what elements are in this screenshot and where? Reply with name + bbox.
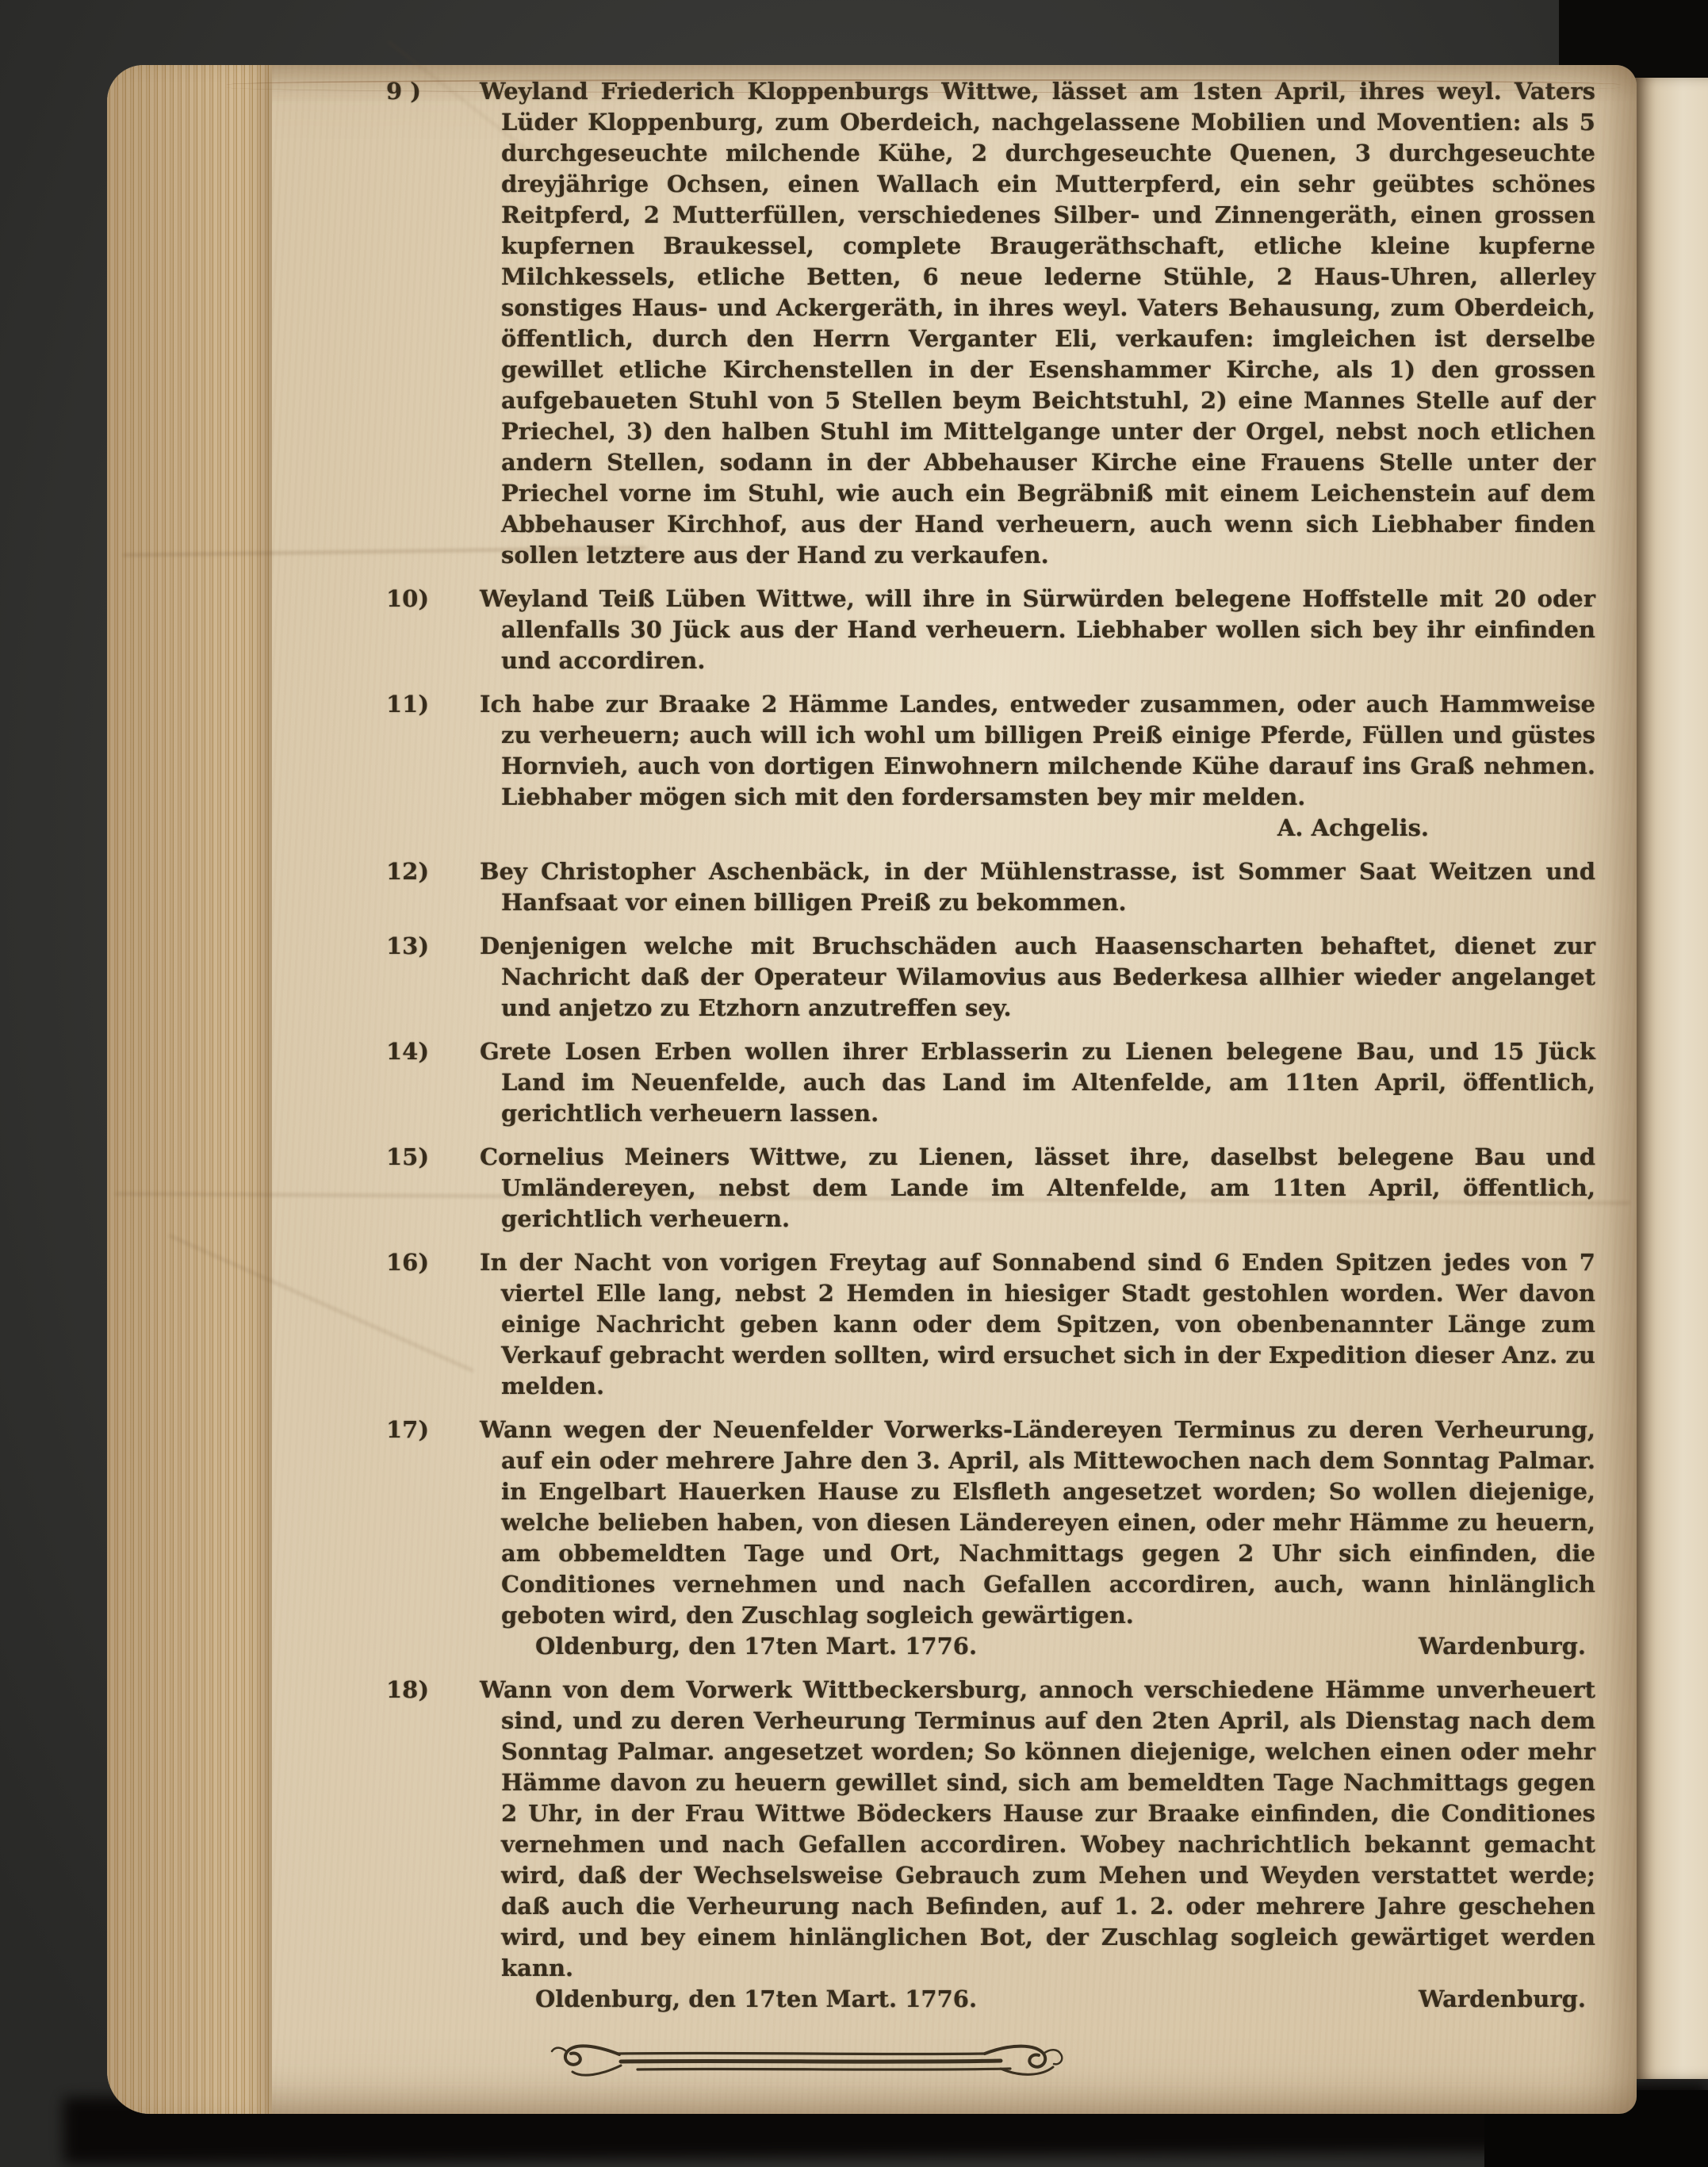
- item-number: 9 ): [386, 78, 421, 105]
- item-body: [480, 856, 1595, 918]
- item-number: 16): [386, 1249, 430, 1276]
- item-number: 12): [386, 858, 430, 885]
- printers-rule-ornament: [542, 2032, 1082, 2088]
- item-body: [480, 584, 1595, 676]
- book-page: [107, 65, 1637, 2114]
- item-number: 14): [386, 1038, 430, 1065]
- item-dateline: [480, 1984, 1595, 2015]
- notice-item-16: [386, 1247, 1595, 1402]
- notice-item-10: [386, 584, 1595, 676]
- dateline-place: Oldenburg, den 17ten Mart. 1776.: [535, 1985, 978, 2012]
- dateline-signature: Wardenburg.: [1419, 1633, 1586, 1660]
- item-text: Bey Christopher Aschenbäck, in der Mühlenstrasse, ist Sommer Saat Weitzen und Hanfsaat vor einen billigen Preiß zu bekommen.: [480, 858, 1595, 916]
- item-text: Grete Losen Erben wollen ihrer Erblasserin zu Lienen belegene Bau, und 15 Jück Land im Neuenfelde, auch das Land im Altenfelde, am 11ten April, öffentlich, gerichtlich verheuern lassen.: [480, 1038, 1595, 1127]
- item-body: [480, 1675, 1595, 2015]
- page-stack-fore-edge: [107, 65, 272, 2114]
- item-body: [480, 1142, 1595, 1235]
- item-number: 18): [386, 1676, 430, 1703]
- notice-item-15: [386, 1142, 1595, 1235]
- item-text: Weyland Friederich Kloppenburgs Wittwe, lässet am 1sten April, ihres weyl. Vaters Lüder Kloppenburg, zum Oberdeich, nachgelassene Mobilien und Moventien: als 5 durchgeseuchte milchende Kühe, 2 durchgeseuchte Quenen, 3 durchgeseuchte dreyjährige Ochsen, einen Wallach ein Mutterpferd, ein sehr geübtes schönes Reitpferd, 2 Mutterfüllen, verschiedenes Silber- und Zinnengeräth, einen grossen kupfernen Braukessel, complete Braugeräthschaft, etliche kleine kupferne Milchkessels, etliche Betten, 6 neue lederne Stühle, 2 Haus-Uhren, allerley sonstiges Haus- und Ackergeräth, in ihres weyl. Vaters Behausung, zum Oberdeich, öffentlich, durch den Herrn Verganter Eli, verkaufen: imgleichen ist derselbe gewillet etliche Kirchenstellen in der Esenshammer Kirche, als 1) den grossen aufgebaueten Stuhl von 5 Stellen beym Beichtstuhl, 2) eine Mannes Stelle auf der Priechel, 3) den halben Stuhl im Mittelgange unter der Orgel, nebst noch etlichen andern Stellen, sodann in der Abbehauser Kirche eine Frauens Stelle unter der Priechel vorne im Stuhl, wie auch ein Begräbniß mit einem Leichenstein auf dem Abbehauser Kirchhof, aus der Hand verheuern, auch wenn sich Liebhaber finden sollen letztere aus der Hand zu verkaufen.: [480, 78, 1595, 569]
- item-number: 11): [386, 691, 430, 718]
- item-text: Denjenigen welche mit Bruchschäden auch Haasenscharten behaftet, dienet zur Nachricht daß der Operateur Wilamovius aus Bederkesa allhier wieder angelanget und anjetzo zu Etzhorn anzutreffen sey.: [480, 932, 1595, 1021]
- notice-item-18: [386, 1675, 1595, 2015]
- item-text: Wann wegen der Neuenfelder Vorwerks-Ländereyen Terminus zu deren Verheurung, auf ein oder mehrere Jahre den 3. April, als Mittewochen nach dem Sonntag Palmar. in Engelbart Hauerken Hause zu Elsfleth angesetzet worden; So wollen diejenige, welche belieben haben, von diesen Ländereyen einen, oder mehr Hämme zu heuern, am obbemeldten Tage und Ort, Nachmittags gegen 2 Uhr sich einfinden, die Conditiones vernehmen und nach Gefallen accordiren, auch, wann hinlänglich geboten wird, den Zuschlag sogleich gewärtigen.: [480, 1416, 1595, 1629]
- item-number: 17): [386, 1416, 430, 1443]
- facing-page-edge: [1635, 78, 1708, 2079]
- item-number: 10): [386, 585, 430, 612]
- item-body: [480, 931, 1595, 1024]
- item-number: 15): [386, 1143, 430, 1170]
- item-signature: A. Achgelis.: [1277, 814, 1429, 841]
- notice-item-13: [386, 931, 1595, 1024]
- notice-item-12: [386, 856, 1595, 918]
- item-number: 13): [386, 932, 430, 959]
- notice-item-17: [386, 1415, 1595, 1662]
- notice-text-column: [386, 76, 1595, 2088]
- notice-item-14: [386, 1036, 1595, 1129]
- item-body: [480, 1415, 1595, 1662]
- item-dateline: [480, 1631, 1595, 1662]
- item-body: [480, 689, 1595, 844]
- item-text: Cornelius Meiners Wittwe, zu Lienen, lässet ihre, daselbst belegene Bau und Umländereyen, nebst dem Lande im Altenfelde, am 11ten April, öffentlich, gerichtlich verheuern.: [480, 1143, 1595, 1232]
- printers-rule-ornament-svg: [542, 2032, 1082, 2088]
- item-body: [480, 1247, 1595, 1402]
- item-text: Weyland Teiß Lüben Wittwe, will ihre in Sürwürden belegene Hoffstelle mit 20 oder allenfalls 30 Jück aus der Hand verheuern. Liebhaber wollen sich bey ihr einfinden und accordiren.: [480, 585, 1595, 674]
- item-body: [480, 1036, 1595, 1129]
- notice-item-11: [386, 689, 1595, 844]
- dateline-place: Oldenburg, den 17ten Mart. 1776.: [535, 1633, 978, 1660]
- item-body: [480, 76, 1595, 571]
- item-text: Ich habe zur Braake 2 Hämme Landes, entweder zusammen, oder auch Hammweise zu verheuern; auch will ich wohl um billigen Preiß einige Pferde, Füllen und güstes Hornvieh, auch von dortigen Einwohnern milchende Kühe darauf ins Graß nehmen. Liebhaber mögen sich mit den fordersamsten bey mir melden.: [480, 691, 1595, 810]
- dateline-signature: Wardenburg.: [1419, 1985, 1586, 2012]
- item-text: In der Nacht von vorigen Freytag auf Sonnabend sind 6 Enden Spitzen jedes von 7 viertel Elle lang, nebst 2 Hemden in hiesiger Stadt gestohlen worden. Wer davon einige Nachricht geben kann oder dem Spitzen, von obenbenannter Länge zum Verkauf gebracht werden sollten, wird ersuchet sich in der Expedition dieser Anz. zu melden.: [480, 1249, 1595, 1399]
- item-text: Wann von dem Vorwerk Wittbeckersburg, annoch verschiedene Hämme unverheuert sind, und zu deren Verheurung Terminus auf den 2ten April, als Dienstag nach dem Sonntag Palmar. angesetzet worden; So können diejenige, welchen einen oder mehr Hämme davon zu heuern gewillet sind, sich am bemeldten Tage Nachmittags gegen 2 Uhr, in der Frau Wittwe Bödeckers Hause zur Braake einfinden, die Conditiones vernehmen und nach Gefallen accordiren. Wobey nachrichtlich bekannt gemacht wird, daß der Wechselsweise Gebrauch zum Mehen und Weyden verstattet werde; daß auch die Verheurung nach Befinden, auf 1. 2. oder mehrere Jahre geschehen wird, und bey einem hinlänglichen Bot, der Zuschlag sogleich gewärtiget werden kann.: [480, 1676, 1595, 1981]
- notice-item-9: [386, 76, 1595, 571]
